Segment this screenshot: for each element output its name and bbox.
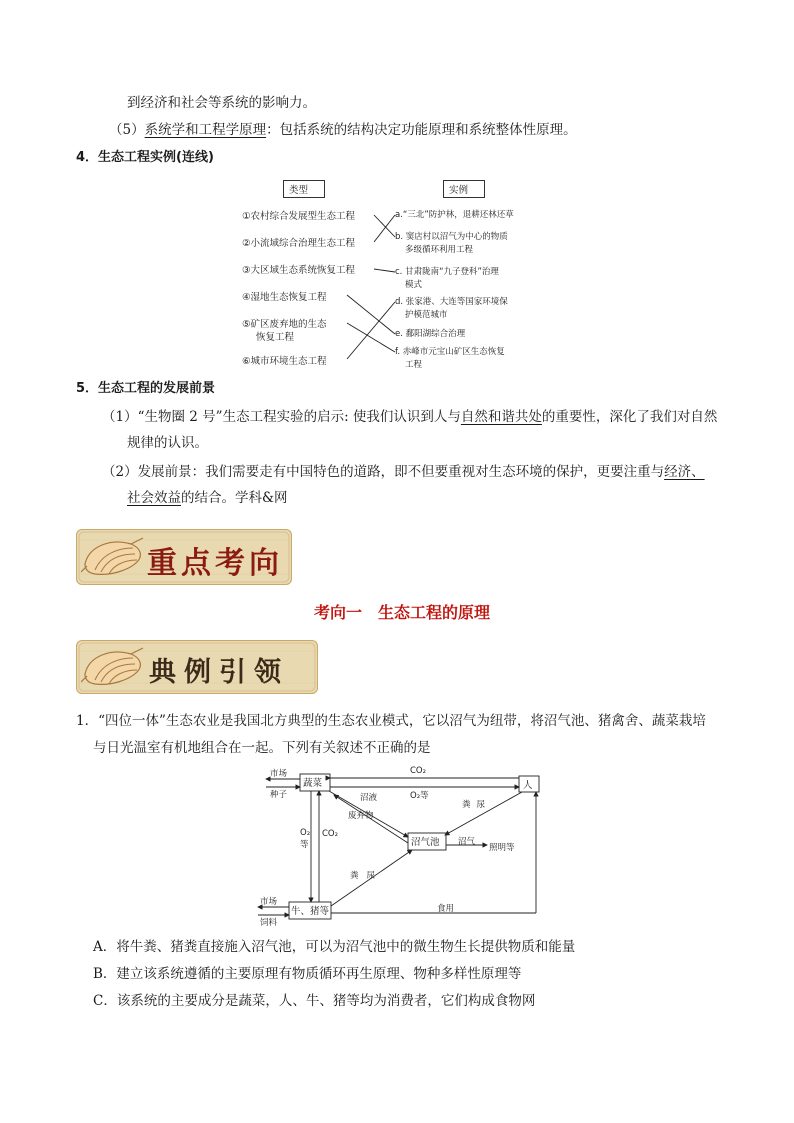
option-a[interactable]: A．将牛粪、猪粪直接施入沼气池，可以为沼气池中的微生物生长提供物质和能量 — [93, 939, 576, 955]
seed-label: 种子 — [270, 790, 288, 800]
type-5a: ⑤矿区废弃地的生态 — [242, 319, 327, 330]
item-2-term: 经济、 — [664, 464, 705, 480]
prospect-item-1-line1 — [102, 408, 717, 426]
prospect-item-2-line2 — [127, 489, 288, 507]
option-c[interactable]: C．该系统的主要成分是蔬菜，人、牛、猪等均为消费者，它们构成食物网 — [93, 993, 536, 1009]
direction-title: 考向一 生态工程的原理 — [314, 603, 491, 622]
waste-label: 废弃物 — [348, 811, 374, 821]
item-1-text-b: 的重要性，深化了我们对自然 — [541, 409, 718, 425]
cattle-pig-label: 牛、猪等 — [291, 906, 330, 917]
market2-label: 市场 — [260, 897, 278, 907]
question-line-1: 1．“四位一体”生态农业是我国北方典型的生态农业模式，它以沼气为纽带，将沼气池、猪禽舍、蔬菜栽培 — [76, 713, 706, 729]
type-4: ④湿地生态恢复工程 — [242, 292, 327, 303]
co2-label: CO₂ — [410, 766, 427, 776]
example-d2: 护模范城市 — [405, 310, 448, 320]
example-d1: d. 张家港、大连等国家环境保 — [395, 297, 508, 307]
line-6-d — [347, 302, 395, 359]
option-b[interactable]: B．建立该系统遵循的主要原理有物质循环再生原理、物种多样性原理等 — [93, 966, 522, 982]
biogas-label: 沼气 — [458, 837, 476, 847]
line-2-a — [374, 215, 395, 242]
example-a: a.“三北”防护林，退耕还林还草 — [395, 210, 514, 220]
conch-shell-icon — [81, 534, 145, 582]
market-label: 市场 — [270, 769, 288, 779]
type-6: ⑥城市环境生态工程 — [242, 356, 327, 367]
conch-shell-icon-2 — [81, 644, 145, 692]
matching-lines — [237, 177, 567, 372]
biogas-pool-label: 沼气池 — [411, 837, 440, 848]
section-5-heading: 5．生态工程的发展前景 — [76, 381, 216, 396]
example-c1: c. 甘肃陇南“九子登科”治理 — [395, 267, 499, 277]
example-f2: 工程 — [405, 360, 423, 370]
item-1-term: 自然和谐共处 — [460, 409, 542, 425]
type-1: ①农村综合发展型生态工程 — [242, 211, 356, 222]
lighting-label: 照明等 — [489, 843, 515, 853]
cattle-feces-label: 粪尿 — [350, 871, 384, 881]
principle-continued-line: 到经济和社会等系统的影响力。 — [127, 95, 316, 111]
key-direction-title: 重点考向 — [147, 546, 283, 581]
item-2-text-a: （2）发展前景：我们需要走有中国特色的道路，即不但要重视对生态环境的保护，更要注重与 — [102, 464, 665, 480]
line-3-c — [374, 269, 395, 272]
type-5b: 恢复工程 — [256, 332, 295, 343]
o2-label: O₂等 — [410, 791, 429, 801]
line-1-b — [374, 215, 395, 237]
line-5-f — [347, 323, 395, 352]
type-header: 类型 — [289, 185, 309, 196]
matching-diagram — [237, 177, 567, 372]
line-4-e — [347, 295, 395, 334]
item-5-term: 系统学和工程学原理 — [144, 122, 267, 138]
person-label: 人 — [523, 780, 533, 791]
item-5-line — [109, 121, 577, 139]
item-1-text-a: （1）“生物圈 2 号”生态工程实验的启示: 使我们认识到人与 — [102, 409, 461, 425]
co2-vertical-label: CO₂ — [322, 829, 339, 839]
feed-label: 饲料 — [260, 918, 278, 928]
item-5-rest: ：包括系统的结构决定功能原理和系统整体性原理。 — [266, 122, 577, 138]
example-b2: 多级循环利用工程 — [405, 245, 474, 255]
item-2-text-b: 的结合。学科&网 — [181, 490, 288, 506]
example-c2: 模式 — [405, 280, 423, 290]
biogas-liquid-label: 沼液 — [360, 793, 378, 803]
example-f1: f. 赤峰市元宝山矿区生态恢复 — [395, 347, 505, 357]
key-direction-banner — [76, 529, 292, 585]
prospect-item-2-line1 — [102, 463, 705, 481]
example-title: 典例引领 — [149, 657, 289, 688]
vegetables-label: 蔬菜 — [303, 778, 323, 789]
example-e: e. 鄱阳湖综合治理 — [395, 329, 466, 339]
type-3: ③大区域生态系统恢复工程 — [242, 265, 356, 276]
item-2-term2: 社会效益 — [127, 490, 181, 506]
prospect-item-1-line2: 规律的认识。 — [127, 435, 208, 451]
item-5-prefix: （5） — [109, 122, 145, 138]
edible-label: 食用 — [437, 904, 455, 914]
four-in-one-diagram — [252, 765, 552, 928]
person-feces-label: 粪尿 — [462, 800, 492, 810]
example-b1: b. 窦店村以沼气为中心的物质 — [395, 232, 508, 242]
type-2: ②小流域综合治理生态工程 — [242, 238, 356, 249]
question-line-2: 与日光温室有机地组合在一起。下列有关叙述不正确的是 — [93, 740, 431, 756]
example-header: 实例 — [449, 185, 469, 196]
section-4-heading: 4．生态工程实例(连线) — [76, 150, 214, 165]
example-banner — [76, 640, 318, 694]
o2-vertical-label: O₂等 — [300, 828, 311, 850]
